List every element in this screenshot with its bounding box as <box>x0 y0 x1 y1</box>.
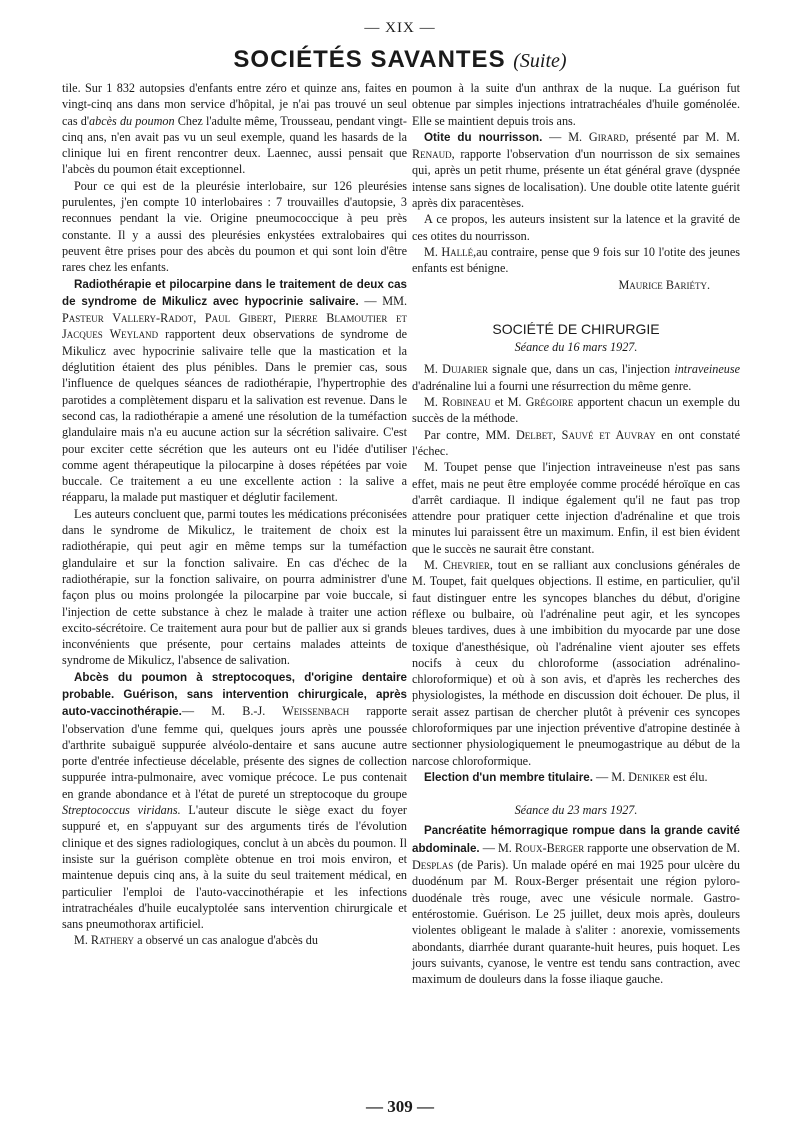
article-authors: M. Rathery <box>74 933 135 948</box>
paragraph-toupet: M. Toupet pense que l'injection intraveineuse n'est pas sans effet, mais ne peut être employée comme procédé héroïque en cas d'arrêt cardiaque. Il indique également qu'il ne faut pas trop attendre pour pratiquer cette injection d'adrénaline et que trois minutes lui paraissent être un maximum. Enfin, il est bien évident que le succès ne saurait être constant. <box>412 460 740 556</box>
left-column <box>62 80 407 949</box>
article-heading: Pancréatite hémorragique rompue dans la grande cavité abdominale. <box>412 824 740 855</box>
article-otite: Otite du nourrisson. — M. Girard, présenté par M. M. Renaud, rapporte l'observation d'un nourrisson de six semaines qui, après un petit rhume, présente un état général grave (dyspnée intense sans signes de localisation). Une double otite latente guérit après dix paracentèses. <box>412 129 740 211</box>
article-authors: M. Roux-Berger <box>497 840 585 855</box>
article-authors: M. Deniker <box>611 769 670 784</box>
section-title <box>0 46 800 74</box>
article-authors: MM. Delbet, Sauvé et Auvray <box>485 427 656 442</box>
article-pancreatite: Pancréatite hémorragique rompue dans la grande cavité abdominale. — M. Roux-Berger rapporte une observation de M. Desplas (de Paris). Un malade opéré en mai 1925 pour ulcère du duodénum par M. Roux-Berger présentait une région pyloro-duodénale très rouge, avec une vésicule normale. Gastro-entérostomie. Guérison. Le 25 juillet, deux mois après, douleurs violentes obligeant le malade à s'aliter : anorexie, vomissements abondants, diarrhée durant quarante-huit heures, puis hoquet. Les jours suivants, cyanose, le ventre est tendu sans contraction, avec maximum de douleurs dans la fosse iliaque gauche. <box>412 824 740 987</box>
article-mikulicz: Radiothérapie et pilocarpine dans le traitement de deux cas de syndrome de Mikulicz avec hypocrinie salivaire. — MM. Pasteur Vallery-Radot, Paul Gibert, Pierre Blamoutier et Jacques Weyland rapportent deux observations de syndrome de Mikulicz avec hypocrinie salivaire telle que la mastication et la déglutition étaient des plus pénibles. Dans le premier cas, sous l'influence de quelques séances de radiothérapie, l'hypertrophie des parotides a complètement disparu et la salivation est revenue. Dans le second cas, la radiothérapie a amené une résolution de la tuméfaction glandulaire mais n'a eu aucune action sur la sécrétion salivaire. C'est pour exciter cette sécrétion que les auteurs ont eu l'idée d'utiliser comme agent thérapeutique la pilocarpine à doses répétées par voie buccale. Ce traitement a eu une excellente action : la salive a réapparu, la malade put mastiquer et déglutir facilement. <box>62 277 408 505</box>
article-heading: Radiothérapie et pilocarpine dans le traitement de deux cas de syndrome de Mikulicz avec hypocrinie salivaire. <box>62 277 407 308</box>
right-column <box>412 80 740 987</box>
paragraph-chevrier: M. Chevrier, tout en se ralliant aux conclusions générales de M. Toupet, fait quelques objections. Il estime, en particulier, qu'il faut distinguer entre les syncopes blanches du début, d'origine réflexe ou bulbaire, où l'adrénaline peut agir, et les syncopes bleues tardives, dues à une imbibition du myocarde par une dose toxique d'anesthésique, où l'adrénaline vient ajouter ses effets nocifs à ceux du chloroforme (association adrénalino-chloroformique) et où à son avis, et d'après les recherches des physiologistes, la méthode en discussion doit échouer. De plus, il serait assez partisan de chercher plutôt à prévenir ces syncopes chloroformiques par une injection préventive d'atropine destinée à sectionner physiologiquement le pneumogastrique au début de la narcose chloroformique. <box>412 558 740 768</box>
article-heading: Election d'un membre titulaire. <box>424 770 593 784</box>
article-authors: M. Desplas <box>412 840 740 873</box>
article-authors: M. Robineau <box>424 395 491 410</box>
paragraph-election: Election d'un membre titulaire. — M. Deniker est élu. <box>424 769 708 784</box>
society-heading: SOCIÉTÉ DE CHIRURGIE <box>492 320 660 337</box>
paragraph-dujarier: M. Dujarier signale que, dans un cas, l'injection intraveineuse d'adrénaline lui a fourni une résurrection du même genre. <box>412 362 740 393</box>
article-heading: Otite du nourrisson. <box>424 130 543 144</box>
paragraph-conclusions: Les auteurs concluent que, parmi toutes les médications préconisées dans le syndrome de Mikulicz, le traitement de choix est la radiothérapie, qui peut agir en même temps sur la tuméfaction glandulaire et sur la fonction salivaire. En cas d'échec de la radiothérapie, sur la fonction salivaire, on pourra administrer d'une façon plus ou moins prolongée la pilocarpine par voie buccale, si l'injection de cette substance à chez le malade à traiter une action excito-sécrétoire. Ce traitement aura pour but de pallier aux si grands inconvénients que présente, pour certains malades atteints de syndrome de Mikulicz, l'absence de salivation. <box>62 506 407 668</box>
article-authors: M. Girard <box>568 129 626 144</box>
signature: Maurice Bariéty. <box>618 277 710 292</box>
article-authors: M. Hallé, <box>424 244 477 259</box>
article-authors: M. B.-J. Weissenbach <box>211 704 350 719</box>
paragraph-continuation: poumon à la suite d'un anthrax de la nuque. La guérison fut obtenue par simples injections intratrachéales d'huile goménolée. Elle se maintient depuis trois ans. <box>412 81 740 128</box>
paragraph-pleurisy: Pour ce qui est de la pleurésie interlobaire, sur 126 pleurésies purulentes, j'en compte 10 interlobaires : 7 trouvailles d'autopsie, 3 reconnues pendant la vie. Origine pneumococcique à peu près constante. Il y a aussi des pleurésies enkystées extralobaires qui peuvent être prises pour des abcès du poumon et qui sont loin d'être rares chez les enfants. <box>62 178 407 275</box>
article-authors: M. Grégoire <box>507 395 574 410</box>
article-authors: MM. Pasteur Vallery-Radot, Paul Gibert, Pierre Blamoutier et Jacques Weyland <box>62 293 407 342</box>
paragraph-latence: A ce propos, les auteurs insistent sur la latence et la gravité de ces otites du nourrisson. <box>412 212 740 243</box>
article-authors: M. M. Renaud <box>412 129 740 162</box>
title-main: SOCIÉTÉS SAVANTES <box>233 46 506 73</box>
paragraph-halle: M. Hallé,au contraire, pense que 9 fois sur 10 l'otite des jeunes enfants est bénigne. <box>412 244 740 276</box>
page-number: — 309 — <box>366 1097 434 1116</box>
title-suffix: (Suite) <box>513 50 567 72</box>
session-date: Séance du 23 mars 1927. <box>514 803 638 818</box>
paragraph-delbet: Par contre, MM. Delbet, Sauvé et Auvray en ont constaté l'échec. <box>412 427 740 458</box>
paragraph-rathery: M. Rathery a observé un cas analogue d'abcès du <box>74 933 318 948</box>
article-authors: M. Dujarier <box>424 362 488 377</box>
article-authors: M. Chevrier <box>424 558 490 573</box>
paragraph-autopsies: tile. Sur 1 832 autopsies d'enfants entre zéro et quinze ans, faites en vingt-cinq ans dans mon service d'hôpital, je n'ai pas trouvé un seul cas d'abcès du poumon Chez l'adulte même, Trousseau, pendant vingt-cinq ans, n'en avait pas vu un seul exemple, quand les hasards de la clinique lui en firent rencontrer deux. Laennec, aussi pensait que l'abcès du poumon était exceptionnel. <box>62 81 407 177</box>
page-roman-numeral: — XIX — <box>364 20 436 36</box>
article-streptococcus: Abcès du poumon à streptocoques, d'origine dentaire probable. Guérison, sans intervention chirurgicale, après auto-vaccinothérapie.— M. B.-J. Weissenbach rapporte l'observation d'une femme qui, quelques jours après une poussée d'arthrite subaiguë suppurée alvéolo-dentaire et sans aucune autre porte d'entrée infectieuse décelable, présente des signes de collection suppurée intra-pulmonaire, avec vomique précoce. Le pus contenait en grande abondance et à l'état de pureté un streptocoque du groupe Streptococcus viridans. L'auteur discute le siège exact du foyer suppuré et, en s'appuyant sur des arguments tirés de l'évolution clinique et des signes radiologiques, conclut à un abcès du poumon. Il insiste sur la guérison complète obtenue en troi mois environ, et maintenue depuis cinq ans, à la suite du seul traitement médical, en particulier l'emploi de l'auto-vaccinothérapie et les infections intratrachéales d'huile eucalyptolée sans intervention chirurgicale et sans pneumothorax artificiel. <box>62 670 408 932</box>
paragraph-robineau: M. Robineau et M. Grégoire apportent chacun un exemple du succès de la méthode. <box>412 395 741 426</box>
article-heading: Abcès du poumon à streptocoques, d'origine dentaire probable. Guérison, sans intervention chirurgicale, après auto-vaccinothérapie. <box>62 670 407 719</box>
session-date: Séance du 16 mars 1927. <box>514 340 638 355</box>
